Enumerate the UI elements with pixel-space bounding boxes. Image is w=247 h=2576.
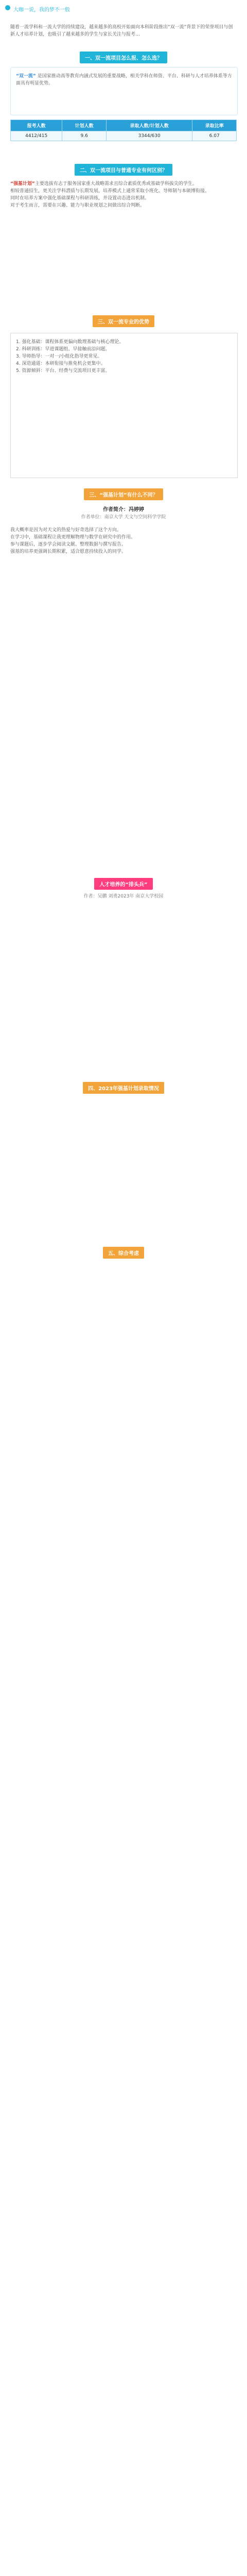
section-2-title-wrap <box>10 164 237 176</box>
section-2-highlight: “强基计划” <box>10 181 35 187</box>
stats-table-body <box>11 131 237 141</box>
table-row <box>11 131 237 141</box>
section-2-line: 相较普通招生，更关注学科潜质与长期发展，培养模式上通常采取小班化、导师制与本硕博衔接。 <box>10 189 210 194</box>
interview-body <box>10 527 237 846</box>
stats-table <box>10 120 237 141</box>
section-2-line: “强基计划”主要选拔有志于服务国家重大战略需求且综合素质优秀或基础学科拔尖的学生。 <box>10 181 197 187</box>
info-card-1 <box>10 67 238 115</box>
section-3-line: 4. 深造通道：本研衔接与推免机会更集中。 <box>16 361 105 366</box>
stats-table-head <box>11 120 237 131</box>
section-3-text <box>16 338 232 472</box>
interview-subtitle: 作者：吴鹏 刘勇2023年 南京大学校园 <box>83 894 164 899</box>
pink-banner-wrap <box>10 878 237 890</box>
info-card-1-text <box>16 73 232 109</box>
top-tag-row <box>5 5 242 16</box>
section-3-line: 3. 导师指导：一对一/小组化指导更常见。 <box>16 354 102 359</box>
section-5-title-wrap <box>10 1082 237 1094</box>
top-tag-text: 大咖一说，我的梦不一般 <box>13 7 70 13</box>
interview-line: 我大概率是因为对天文的热爱与好奇选择了这个方向。 <box>10 528 122 533</box>
section-6-title: 五、综合考虑 <box>103 1247 144 1259</box>
info-card-1-highlight: “双一流” <box>16 74 36 79</box>
stats-header-2: 录取人数/计划人数 <box>106 120 192 131</box>
interview-banner: 人才培养的“排头兵” <box>94 878 152 890</box>
section-2-line: 对于考生而言，需要在兴趣、能力与职业规划之间做出综合判断。 <box>10 203 145 208</box>
section-1-title-wrap <box>10 52 237 63</box>
stats-header-1: 计划人数 <box>62 120 107 131</box>
section-5-title: 四、2023年强基计划录取情况 <box>83 1082 164 1094</box>
section-6-title-wrap <box>10 1247 237 1259</box>
section-1-title: 一、双一流项目怎么报、怎么选？ <box>80 52 167 63</box>
section-2-body <box>10 180 237 299</box>
info-card-1-text-rest: 是国家推动高等教育内涵式发展的重要战略，相关学科在师资、平台、科研与人才培养体系等方面具有明显优势。 <box>16 74 232 86</box>
stats-table-header-row <box>11 120 237 131</box>
section-3-title-wrap <box>10 315 237 327</box>
info-card-1-body <box>16 73 232 109</box>
section-4-title-wrap <box>10 488 237 500</box>
stats-header-0: 报考人数 <box>11 120 62 131</box>
stats-cell: 6.07 <box>192 131 237 141</box>
section-3-box <box>10 333 238 478</box>
section-4-title: 三、“强基计划”有什么不同？ <box>84 488 163 500</box>
interview-subhead: 作者单位：南京大学 天文与空间科学学院 <box>81 515 166 520</box>
interview-line: 参与课题后，逐步学会阅读文献、整理数据与撰写报告。 <box>10 542 127 547</box>
stats-cell: 4412/415 <box>11 131 62 141</box>
intro-paragraph: 随着一流学科和一流大学的持续建设，越来越多的高校开始面向本科阶段推出“双一流”背景下的荣誉项目与创新人才培养计划，也吸引了越来越多的学生与家长关注与报考… <box>10 25 233 37</box>
section-2-title: 二、双一流项目与普通专业有何区别？ <box>75 164 172 176</box>
stats-cell: 3344/630 <box>106 131 192 141</box>
section-2-line: 同时在培养方案中强化基础课程与科研训练，并设置动态进出机制。 <box>10 196 150 201</box>
stats-cell: 9.6 <box>62 131 107 141</box>
section-3-line: 2. 科研训练：早进课题组、早接触前沿问题。 <box>16 347 110 352</box>
interview-line: 在学习中，基础课程让我更理解物理与数学在研究中的作用。 <box>10 535 136 540</box>
section-3-line: 1. 强化基础：课程体系更偏向数理基础与核心理论。 <box>16 340 124 345</box>
section-2-paragraph <box>10 180 237 299</box>
interview-line: 强基的培养更强调长期积累，适合愿意持续投入的同学。 <box>10 549 127 554</box>
section-3-line: 5. 资源倾斜：平台、经费与交流项目更丰富。 <box>16 368 110 374</box>
section-3-title: 三、双一流专业的优势 <box>93 315 154 327</box>
stats-header-3: 录取比率 <box>192 120 237 131</box>
top-dot-icon <box>5 5 10 10</box>
interview-heading: 作者简介：冯婷婷 <box>103 507 144 513</box>
